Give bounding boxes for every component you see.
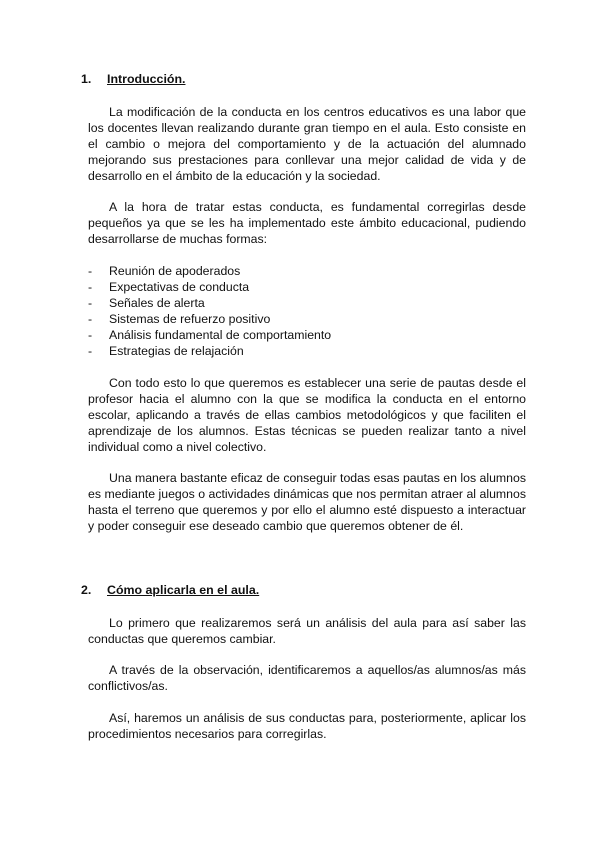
list-item-text: Señales de alerta [109, 296, 205, 310]
section-2-paragraph-3: Así, haremos un análisis de sus conductas para, posteriormente, aplicar los procedimientos necesarios para corregirlas. [88, 711, 526, 741]
section-1-title: Introducción. [107, 72, 186, 86]
section-1-paragraph-4: Una manera bastante eficaz de conseguir todas esas pautas en los alumnos es mediante juegos o actividades dinámicas que nos permitan atraer al alumnos hasta el terreno que queremos y por ello el alumno esté dispuesto a interactuar y poder conseguir ese deseado cambio que queremos obtener de él. [88, 471, 526, 533]
section-1-paragraph-3: Con todo esto lo que queremos es establecer una serie de pautas desde el profesor hacia el alumno con la que se modifica la conducta en el entorno escolar, aplicando a través de ellas cambios metodológicos y que faciliten el aprendizaje de los alumnos. Estas técnicas se pueden realizar tanto a nivel individual como a nivel colectivo. [88, 376, 526, 454]
list-marker: - [88, 312, 93, 326]
list-item [88, 295, 331, 311]
list-marker: - [88, 328, 93, 342]
list-marker: - [88, 296, 93, 310]
list-item [88, 279, 331, 295]
section-2-heading [81, 582, 259, 598]
section-1-paragraph-2: A la hora de tratar estas conducta, es fundamental corregirlas desde pequeños ya que se les ha implementado este ámbito educacional, pudiendo desarrollarse de muchas formas: [88, 200, 526, 246]
section-2-title: Cómo aplicarla en el aula. [107, 583, 260, 597]
list-marker: - [88, 280, 93, 294]
list-item [88, 327, 331, 343]
section-2-paragraph-1: Lo primero que realizaremos será un análisis del aula para así saber las conductas que queremos cambiar. [88, 616, 526, 646]
list-item [88, 263, 331, 279]
list-item-text: Reunión de apoderados [109, 264, 241, 278]
section-2-number: 2. [81, 583, 92, 597]
list-marker: - [88, 264, 93, 278]
bullet-list [88, 263, 331, 359]
list-marker: - [88, 344, 93, 358]
list-item-text: Análisis fundamental de comportamiento [109, 328, 332, 342]
section-1-number: 1. [81, 72, 92, 86]
list-item-text: Estrategias de relajación [109, 344, 244, 358]
list-item-text: Expectativas de conducta [109, 280, 250, 294]
list-item-text: Sistemas de refuerzo positivo [109, 312, 271, 326]
section-1-paragraph-1: La modificación de la conducta en los centros educativos es una labor que los docentes llevan realizando durante gran tiempo en el aula. Esto consiste en el cambio o mejora del comportamiento y de la actuación del alumnado mejorando sus prestaciones para conllevar una mejor calidad de vida y de desarrollo en el ámbito de la educación y la sociedad. [88, 105, 526, 183]
section-1-heading [81, 71, 185, 87]
list-item [88, 343, 331, 359]
section-2-paragraph-2: A través de la observación, identificaremos a aquellos/as alumnos/as más conflictivos/as. [88, 663, 526, 693]
list-item [88, 311, 331, 327]
